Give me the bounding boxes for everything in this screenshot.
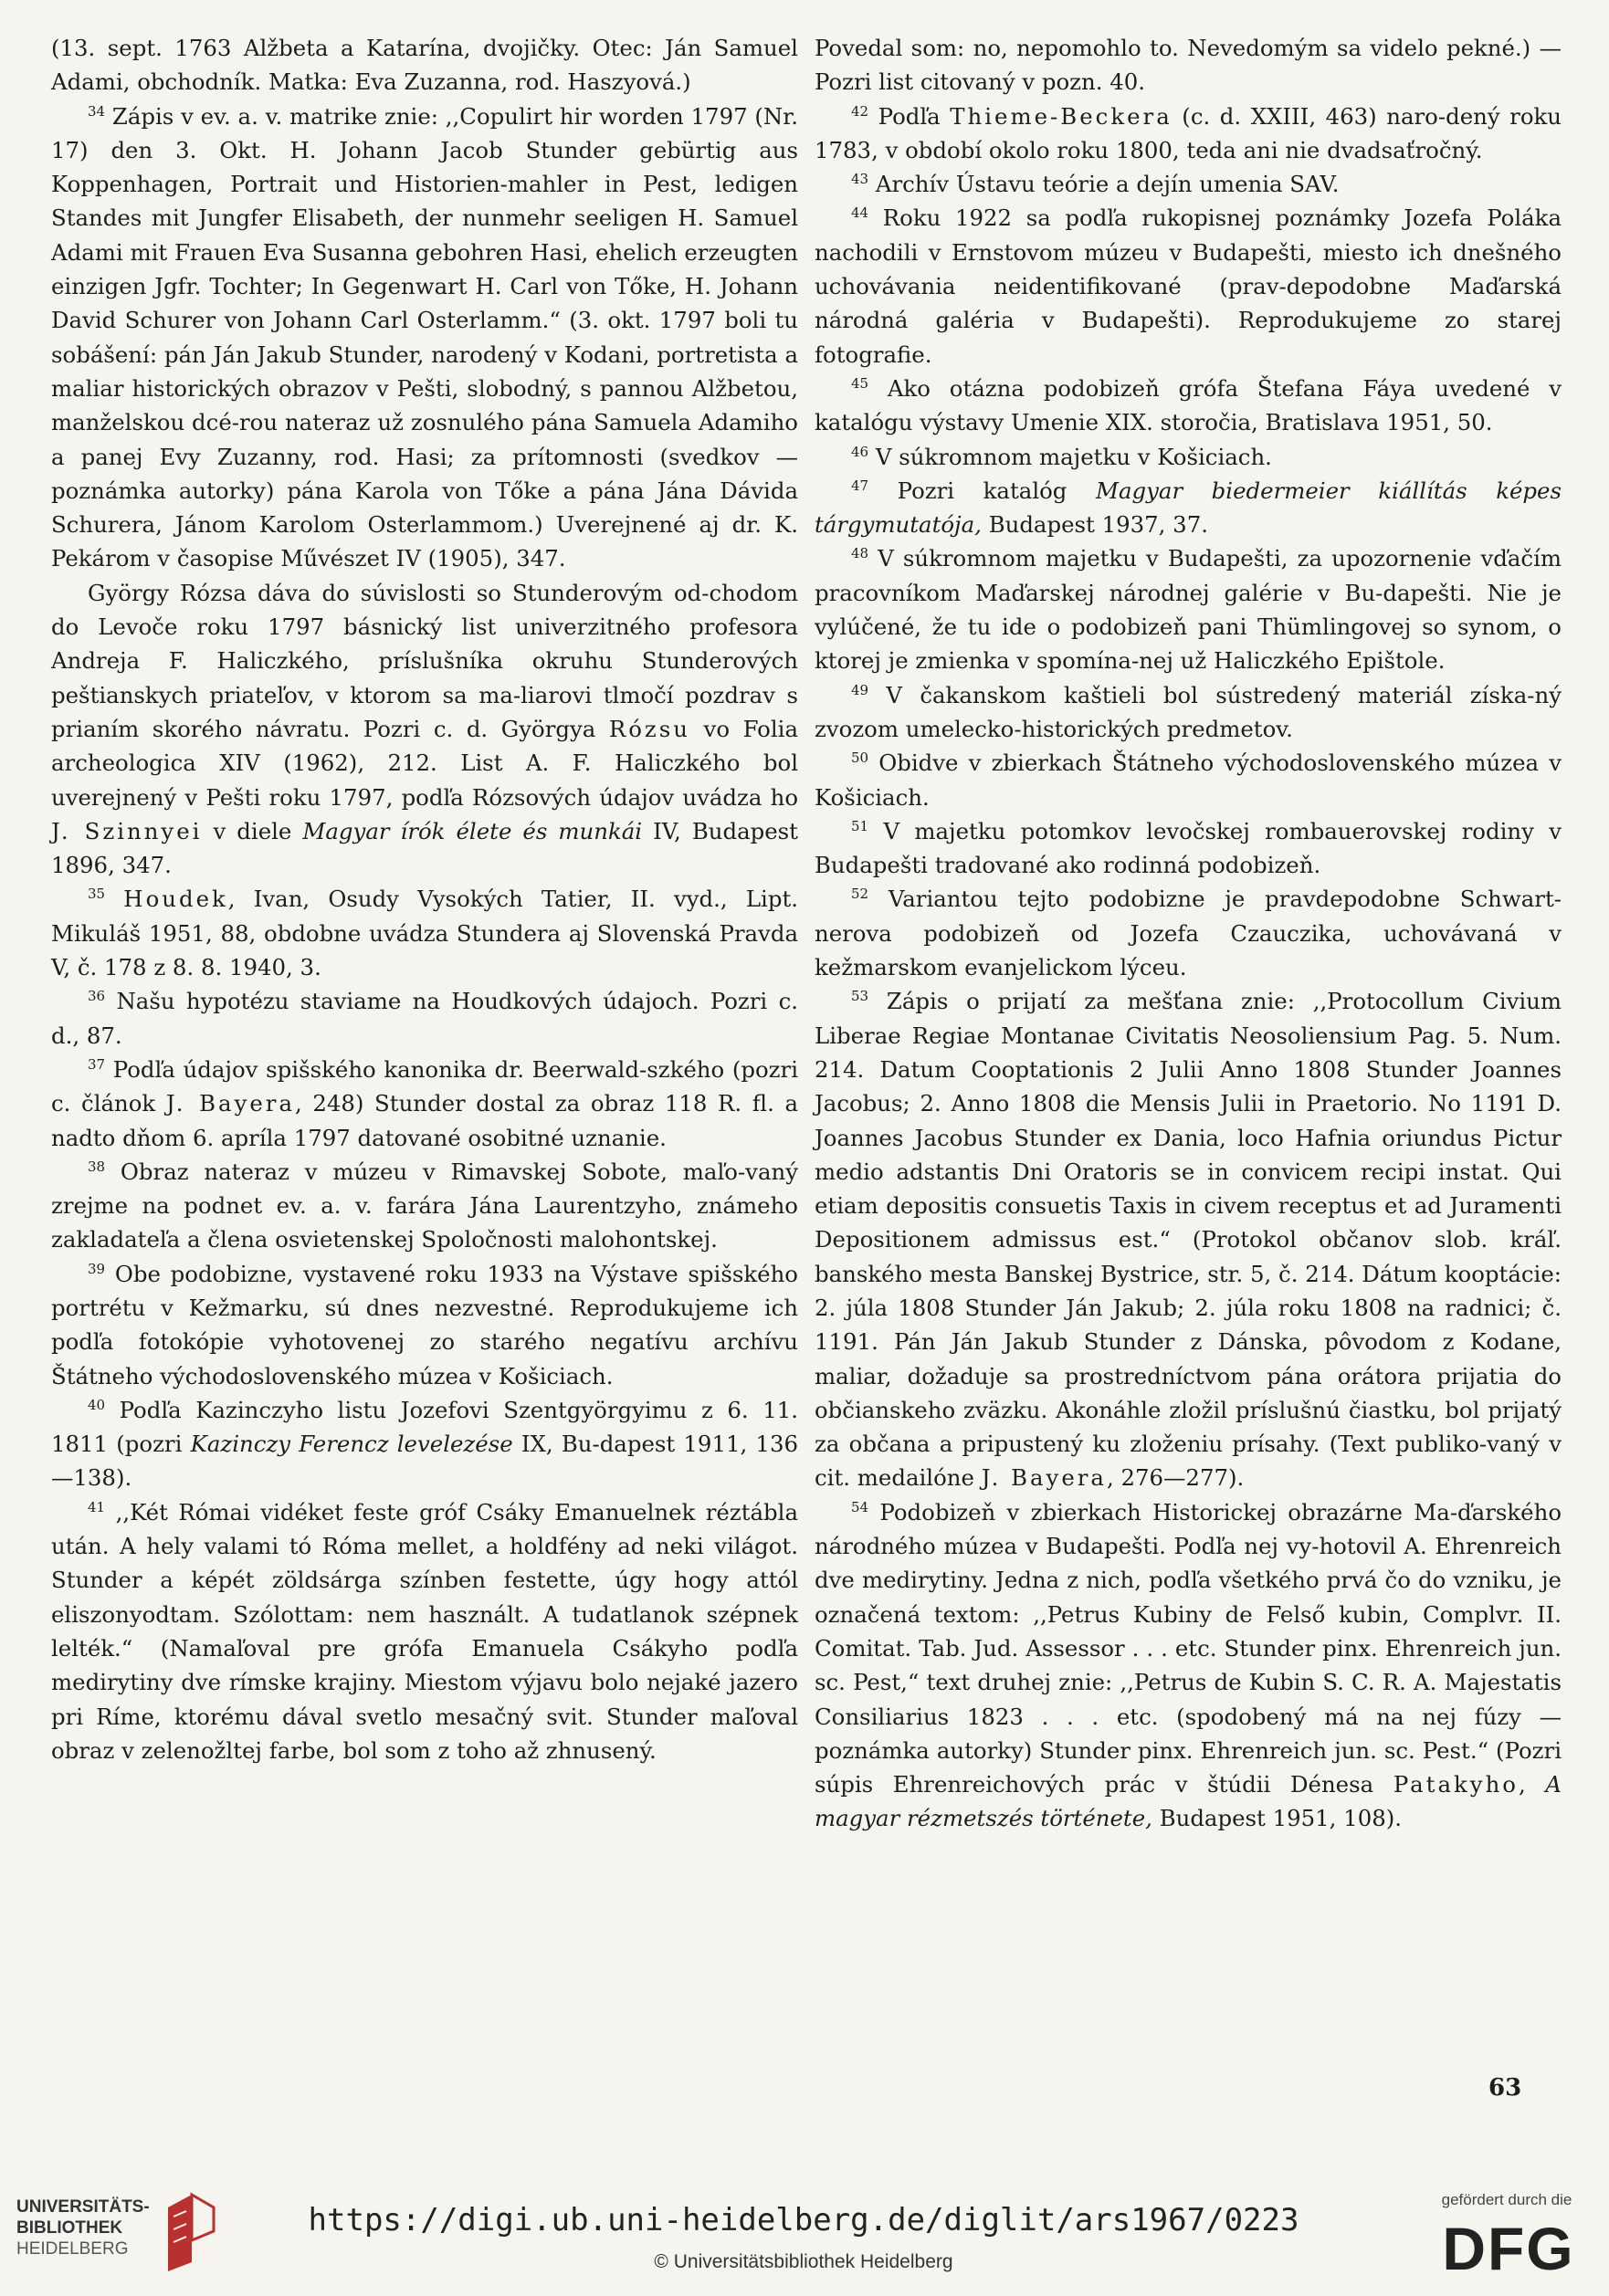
footnote-50: $^{50}$ Obidve v zbierkach Štátneho východoslovenského múzea v Košiciach.: [815, 750, 1562, 811]
logo-line-3: HEIDELBERG: [16, 2239, 129, 2259]
footnote-54: $^{54}$ Podobizeň v zbierkach Historickej obrazárne Ma-ďarského národného múzea v Budapešti. Podľa nej vy-hotovil A. Ehrenreich dve medirytiny. Jedna z nich, podľa všetkého prvá čo do vzniku, je označená textom: ,,Petrus Kubiny de Felső kubin, Complvr. II. Comitat. Tab. Jud. Assessor . . . etc. Stunder pinx. Ehrenreich jun. sc. Pest,“ text druhej znie: ,,Petrus de Kubin S. C. R. A. Majestatis Consiliarius 1823 . . . etc. (spodobený má na nej fúzy — poznámka autorky) Stunder pinx. Ehrenreich jun. sc. Pest.“ (Pozri súpis Ehrenreichových prác v štúdii Dénesa Patakyho, A magyar rézmetszés története, Budapest 1951, 108).: [815, 1498, 1562, 1832]
logo-line-1: UNIVERSITÄTS-: [16, 2197, 150, 2217]
footnote-number: 52: [851, 886, 869, 903]
footnote-number: 48: [851, 545, 869, 562]
footnote-34: $^{34}$ Zápis v ev. a. v. matrike znie: ,,Copulirt hir worden 1797 (Nr. 17) den 3. Okt. H. Johann Jacob Stunder gebürtig aus Koppenhagen, Portrait und Historien-mahler in Pest, ledigen Standes mit Jungfer Elisabeth, der nunmehr seeligen H. Samuel Adami mit Frauen Eva Susanna gebohren Hasi, ehelich erzeugten einzigen Jgfr. Tochter; In Gegenwart H. Carl von Tőke, H. Johann David Schurer von Johann Carl Osterlamm.“ (3. okt. 1797 boli tu sobášení: pán Ján Jakub Stunder, narodený v Kodani, portretista a maliar historických obrazov v Pešti, slobodný, s pannou Alžbetou, manželskou dcé-rou nateraz už zosnulého pána Samuela Adamiho a panej Evy Zuzanny, rod. Hasi; za prítomnosti (svedkov — poznámka autorky) pána Karola von Tőke a pána Jána Dávida Schurera, Jánom Karolom Osterlammom.) Uverejnené aj dr. K. Pekárom v časopise Művészet IV (1905), 347.: [51, 102, 798, 572]
footnote-37: $^{37}$ Podľa údajov spišského kanonika dr. Beerwald-szkého (pozri c. článok J. Bayera, 248) Stunder dostal za obraz 118 R. fl. a nadto dňom 6. apríla 1797 datované osobitné uznanie.: [51, 1055, 798, 1151]
footnote-39: $^{39}$ Obe podobizne, vystavené roku 1933 na Výstave spišského portrétu v Kežmarku, sú dnes nezvestné. Reprodukujeme ich podľa fotokópie vyhotovenej zo starého negatívu archívu Štátneho východoslovenského múzea v Košiciach.: [51, 1260, 798, 1389]
footnote-35: $^{35}$ Houdek, Ivan, Osudy Vysokých Tatier, II. vyd., Lipt. Mikuláš 1951, 88, obdobne uvádza Stundera aj Slovenská Pravda V, č. 178 z 8. 8. 1940, 3.: [51, 886, 798, 981]
copyright-notice: © Universitätsbibliothek Heidelberg: [654, 2251, 953, 2272]
footnote-number: 42: [851, 102, 869, 120]
footnote-40: $^{40}$ Podľa Kazinczyho listu Jozefovi Szentgyörgyimu z 6. 11. 1811 (pozri Kazinczy Ferencz levelezése IX, Bu-dapest 1911, 136—138).: [51, 1396, 798, 1492]
page-number: 63: [1488, 2074, 1522, 2102]
footnote-number: 36: [88, 988, 106, 1005]
logo-line-2: BIBLIOTHEK: [16, 2218, 123, 2238]
footnote-number: 40: [88, 1396, 106, 1413]
footnote-number: 54: [851, 1498, 869, 1515]
footnote-38: $^{38}$ Obraz nateraz v múzeu v Rimavskej Sobote, maľo-vaný zrejme na podnet ev. a. v. farára Jána Laurentzyho, známeho zakladateľa a člena osvietenskej Spoločnosti malohontskej.: [51, 1158, 798, 1253]
footnote-number: 50: [851, 750, 869, 767]
footnote-number: 34: [88, 102, 106, 120]
footnote-42: $^{42}$ Podľa Thieme-Beckera (c. d. XXIII, 463) naro-dený roku 1783, v období okolo roku 1800, teda ani nie dvadsaťročný.: [815, 102, 1562, 163]
footnote-number: 43: [851, 171, 869, 188]
dfg-logo-icon[interactable]: [1430, 2218, 1587, 2277]
footnote-number: 38: [88, 1158, 106, 1175]
footnote-number: 53: [851, 988, 869, 1005]
dfg-logo-text: DFG: [1442, 2218, 1575, 2277]
footnote-47: $^{47}$ Pozri katalóg Magyar biedermeier kiállítás képes tárgymutatója, Budapest 1937, 37.: [815, 477, 1562, 539]
library-emblem-icon: [155, 2189, 226, 2273]
footnote-34-continued: György Rózsa dáva do súvislosti so Stunderovým od-chodom do Levoče roku 1797 básnický list univerzitného profesora Andreja F. Haliczkého, príslušníka okruhu Stunderových peštianskych priateľov, v ktorom sa ma-liarovi tlmočí pozdrav s prianím skorého návratu. Pozri c. d. Györgya Rózsu vo Folia archeologica XIV (1962), 212. List A. F. Haliczkého bol uverejnený v Pešti roku 1797, podľa Rózsových údajov uvádza ho J. Szinnyei v diele Magyar írók élete és munkái IV, Budapest 1896, 347.: [51, 579, 798, 879]
dfg-funding-label: gefördert durch die: [1441, 2191, 1572, 2208]
footnote-52: $^{52}$ Variantou tejto podobizne je pravdepodobne Schwart-nerova podobizeň od Jozefa Czauczika, uchovávaná v kežmarskom evanjelickom lýceu.: [815, 886, 1562, 981]
footnote-continuation: Povedal som: no, nepomohlo to. Nevedomým sa videlo pekné.) — Pozri list citovaný v pozn. 40.: [815, 35, 1562, 96]
footnote-46: $^{46}$ V súkromnom majetku v Košiciach.: [851, 443, 1272, 470]
footnote-number: 46: [851, 443, 869, 460]
footnote-number: 41: [88, 1498, 106, 1515]
footnote-continuation: (13. sept. 1763 Alžbeta a Katarína, dvojičky. Otec: Ján Samuel Adami, obchodník. Matka: Eva Zuzanna, rod. Haszyová.): [51, 35, 798, 96]
footnote-number: 37: [88, 1055, 106, 1073]
footnote-number: 49: [851, 681, 869, 698]
footnote-number: 47: [851, 477, 869, 494]
left-column: [51, 31, 798, 1767]
footnote-43: $^{43}$ Archív Ústavu teórie a dejín umenia SAV.: [851, 171, 1340, 198]
footnote-36: $^{36}$ Našu hypotézu staviame na Houdkových údajoch. Pozri c. d., 87.: [51, 988, 798, 1049]
footnote-number: 35: [88, 886, 106, 903]
footnote-number: 44: [851, 204, 869, 222]
footnote-45: $^{45}$ Ako otázna podobizeň grófa Štefana Fáya uvedené v katalógu výstavy Umenie XIX. storočia, Bratislava 1951, 50.: [815, 374, 1562, 436]
university-library-logo[interactable]: [16, 2196, 163, 2259]
footnote-48: $^{48}$ V súkromnom majetku v Budapešti, za upozornenie vďačím pracovníkom Maďarskej národnej galérie v Bu-dapešti. Nie je vylúčené, že tu ide o podobizeň pani Thümlingovej so synom, o ktorej je zmienka v spomína-nej už Haliczkého Epištole.: [815, 545, 1562, 675]
footnote-41: $^{41}$ ,,Két Római vidéket feste gróf Csáky Emanuelnek réztábla után. A hely valami tó Róma mellet, a holdfény ad neki világot. Stunder a képét zöldsárga színben festette, úgy hogy attól eliszonyodtam. Szólottam: nem használt. A tudatlanok szépnek lelték.“ (Namaľoval pre grófa Emanuela Csákyho podľa medirytiny dve rímske krajiny. Miestom výjavu bolo nejaké jazero pri Ríme, ktorému dával svetlo mesačný svit. Stunder maľoval obraz v zelenožltej farbe, bol som z toho až zhnusený.: [51, 1498, 798, 1764]
permalink-url[interactable]: https://digi.ub.uni-heidelberg.de/diglit/ars1967/0223: [308, 2202, 1299, 2238]
footnote-number: 51: [851, 817, 869, 834]
footnote-number: 39: [88, 1260, 106, 1277]
right-column: [815, 31, 1562, 1836]
footnote-51: $^{51}$ V majetku potomkov levočskej rombauerovskej rodiny v Budapešti tradované ako rodinná podobizeň.: [815, 817, 1562, 879]
footnote-number: 45: [851, 374, 869, 392]
footnote-53: $^{53}$ Zápis o prijatí za mešťana znie: ,,Protocollum Civium Liberae Regiae Montanae Civitatis Neosoliensium Pag. 5. Num. 214. Datum Cooptationis 2 Julii Anno 1808 Stunder Joannes Jacobus; 2. Anno 1808 die Mensis Julii in Praetorio. No 1191 D. Joannes Jacobus Stunder ex Dania, loco Hafnia oriundus Pictur medio adstantis Dni Oratoris se in convicem recipi instat. Qui etiam depositis consuetis Taxis in civem receptus et ad Juramenti Depositionem admissus est.“ (Protokol občanov slob. kráľ. banského mesta Banskej Bystrice, str. 5, č. 214. Dátum kooptácie: 2. júla 1808 Stunder Ján Jakub; 2. júla roku 1808 na radnici; č. 1191. Pán Ján Jakub Stunder z Dánska, pôvodom z Kodane, maliar, dožaduje sa prostredníctvom pána orátora prijatia do občianskeho zväzku. Akonáhle zložil príslušnú čiastku, bol prijatý za občana a pripustený ku zloženiu prísahy. (Text publiko-vaný v cit. medailóne J. Bayera, 276—277).: [815, 988, 1562, 1492]
footnote-49: $^{49}$ V čakanskom kaštieli bol sústredený materiál získa-ný zvozom umelecko-historických predmetov.: [815, 681, 1562, 742]
footnote-44: $^{44}$ Roku 1922 sa podľa rukopisnej poznámky Jozefa Poláka nachodili v Ernstovom múzeu v Budapešti, miesto ich dnešného uchovávania neidentifikované (prav-depodobne Maďarská národná galéria v Budapešti). Reprodukujeme zo starej fotografie.: [815, 204, 1562, 368]
